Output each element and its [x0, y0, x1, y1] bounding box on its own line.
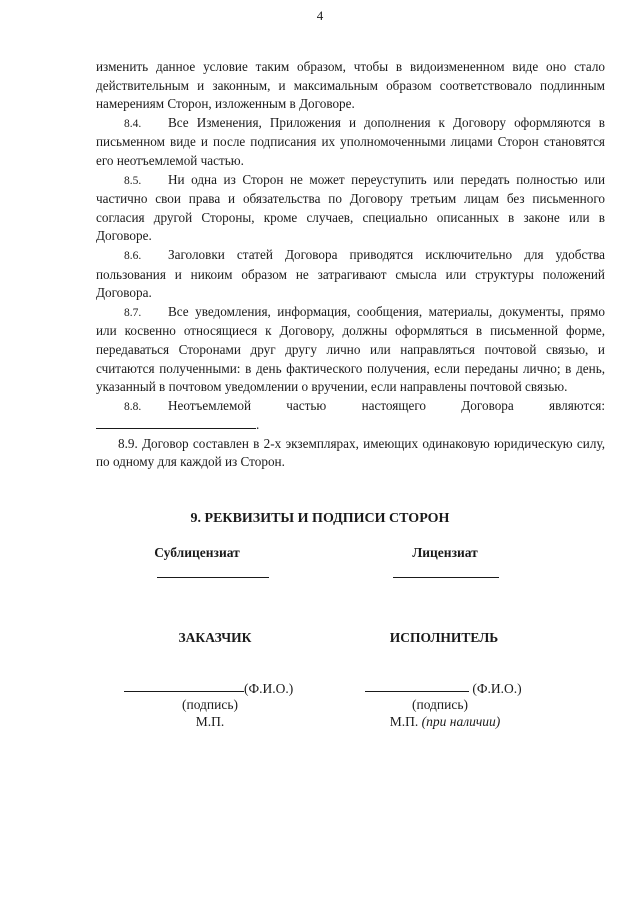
- paragraph-8-4: [96, 114, 605, 171]
- fio-blank-line: [365, 690, 469, 692]
- stamp-label-customer: М.П.: [195, 714, 225, 729]
- stamp-row-contractor: [360, 714, 530, 730]
- signature-caption-customer: (подпись): [181, 697, 239, 712]
- paragraph-8-5: [96, 171, 605, 246]
- party-customer: ЗАКАЗЧИК: [178, 630, 252, 645]
- page-number: 4: [316, 8, 324, 23]
- paragraph-continuation: [96, 58, 605, 114]
- signature-line-licensor: [393, 577, 499, 578]
- section-title: 9. РЕКВИЗИТЫ И ПОДПИСИ СТОРОН: [190, 511, 450, 526]
- paragraph-text: Заголовки статей Договора приводятся исключительно для удобства пользования и никоим образом не затрагивают смысла или структуры положений Договора.: [96, 246, 605, 301]
- paragraph-tail: .: [256, 417, 260, 433]
- paragraph-text: изменить данное условие таким образом, чтобы в видоизмененном виде оно стало действительным и законным, и максимальным образом соответствовало подлинным намерениям Сторон, изложенным в Договоре.: [96, 59, 605, 112]
- fill-in-blank: [96, 416, 256, 429]
- party-sublicensee: Сублицензиат: [154, 545, 240, 560]
- stamp-note: (при наличии): [421, 714, 501, 729]
- paragraph-number: 8.6.: [124, 249, 142, 262]
- fio-row-customer: [124, 681, 293, 697]
- fio-label: (Ф.И.О.): [244, 681, 294, 696]
- paragraph-text: Все уведомления, информация, сообщения, материалы, документы, прямо или косвенно относящиеся к Договору, должны оформляться в письменной форме, передаваться Сторонами друг другу лично или направляться почтовой связью, и считаются полученными: в день фактического получения, если переданы лично; в день, указанный в почтовом уведомлении о вручении, если направлены почтовой связью.: [96, 303, 605, 395]
- fio-label: (Ф.И.О.): [472, 681, 522, 696]
- paragraph-number: 8.8.: [124, 400, 142, 413]
- paragraph-text: Ни одна из Сторон не может переуступить или передать полностью или частично свои права и обязательства по Договору третьим лицам без письменного согласия другой Стороны, кроме случаев, специально описанных в законе или в Договоре.: [96, 171, 605, 244]
- paragraph-number: 8.9.: [118, 435, 138, 451]
- paragraph-number: 8.4.: [124, 117, 142, 130]
- paragraph-number: 8.7.: [124, 306, 142, 319]
- paragraph-text: Все Изменения, Приложения и дополнения к Договору оформляются в письменном виде и после подписания их уполномоченными лицами Сторон становятся его неотъемлемой частью.: [96, 114, 605, 168]
- paragraph-text: Неотъемлемой частью настоящего Договора являются:: [168, 397, 605, 413]
- paragraph-text: Договор составлен в 2-х экземплярах, имеющих одинаковую юридическую силу, по одному для каждой из Сторон.: [96, 435, 605, 470]
- party-contractor: ИСПОЛНИТЕЛЬ: [389, 630, 499, 645]
- paragraph-8-8: [96, 397, 605, 417]
- signature-caption-contractor: (подпись): [411, 697, 469, 712]
- party-licensor: Лицензиат: [412, 545, 478, 560]
- paragraph-8-8-blank: [96, 416, 605, 435]
- paragraph-8-6: [96, 246, 605, 303]
- fio-row-contractor: [365, 681, 522, 697]
- signature-line-sublicensee: [157, 577, 269, 578]
- paragraph-8-9: [96, 435, 605, 472]
- stamp-label: М.П.: [389, 714, 419, 729]
- fio-blank-line: [124, 690, 244, 692]
- contract-body: [96, 58, 605, 472]
- paragraph-number: 8.5.: [124, 174, 142, 187]
- paragraph-8-7: [96, 303, 605, 397]
